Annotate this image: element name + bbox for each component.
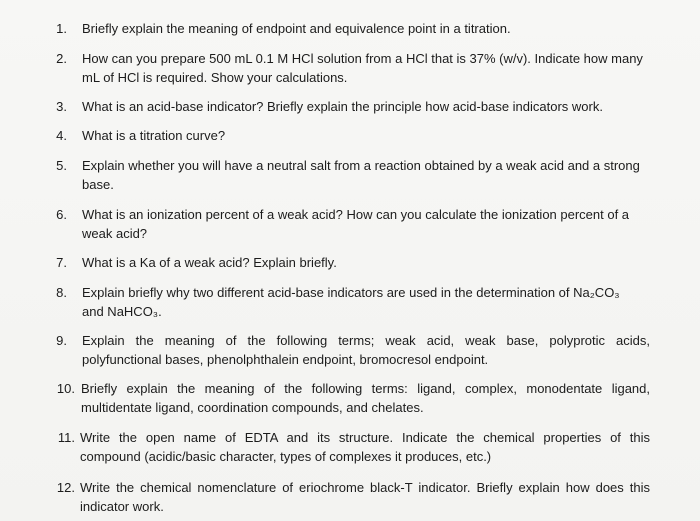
question-text xyxy=(80,478,650,516)
question-number: 8. xyxy=(56,285,67,300)
question-line: Write the chemical nomenclature of eriochrome black-T indicator. Briefly explain how does this xyxy=(80,480,650,495)
question-text xyxy=(82,331,650,369)
question-number: 2. xyxy=(56,51,67,66)
question-line: base. xyxy=(82,177,114,192)
question-number: 12. xyxy=(56,480,75,495)
question-text xyxy=(82,49,654,87)
question-line: Explain briefly why two different acid-base indicators are used in the determination of Na₂CO₃ xyxy=(82,285,620,300)
question-line: Write the open name of EDTA and its structure. Indicate the chemical properties of this xyxy=(80,430,650,445)
question-number: 6. xyxy=(56,207,67,222)
question-line: What is a titration curve? xyxy=(82,128,226,143)
question-line: What is a Ka of a weak acid? Explain briefly. xyxy=(82,255,337,270)
question-line: How can you prepare 500 mL 0.1 M HCl solution from a HCl that is 37% (w/v). Indicate how many xyxy=(82,51,643,66)
question-line: What is an acid-base indicator? Briefly explain the principle how acid-base indicators work. xyxy=(82,99,603,114)
question-line: multidentate ligand, coordination compounds, and chelates. xyxy=(81,400,424,415)
question-text xyxy=(81,379,650,417)
question-text xyxy=(82,283,654,321)
question-text xyxy=(82,126,654,145)
question-text xyxy=(82,97,654,116)
question-text xyxy=(82,19,652,38)
question-number: 9. xyxy=(56,333,67,348)
question-number: 10. xyxy=(56,381,75,396)
question-line: polyfunctional bases, phenolphthalein endpoint, bromocresol endpoint. xyxy=(82,352,489,367)
question-text xyxy=(82,253,654,272)
question-number: 3. xyxy=(56,99,67,114)
question-line: indicator work. xyxy=(80,499,164,514)
question-line: and NaHCO₃. xyxy=(82,304,162,319)
question-line: What is an ionization percent of a weak acid? How can you calculate the ionization percent of a xyxy=(82,207,630,222)
question-text xyxy=(80,428,650,466)
question-number: 1. xyxy=(56,21,67,36)
question-line: Briefly explain the meaning of endpoint and equivalence point in a titration. xyxy=(82,21,511,36)
question-line: Explain the meaning of the following terms; weak acid, weak base, polyprotic acids, xyxy=(82,333,650,348)
question-line: compound (acidic/basic character, types of complexes it produces, etc.) xyxy=(80,449,492,464)
question-line: Briefly explain the meaning of the following terms: ligand, complex, monodentate ligand, xyxy=(81,381,650,396)
question-number: 5. xyxy=(56,158,67,173)
question-line: Explain whether you will have a neutral salt from a reaction obtained by a weak acid and a strong xyxy=(82,158,640,173)
question-number: 7. xyxy=(56,255,67,270)
question-line: mL of HCl is required. Show your calculations. xyxy=(82,70,348,85)
question-number: 11. xyxy=(57,430,75,445)
question-line: weak acid? xyxy=(82,226,148,241)
question-text xyxy=(82,205,654,243)
question-text xyxy=(82,156,654,194)
question-number: 4. xyxy=(56,128,67,143)
